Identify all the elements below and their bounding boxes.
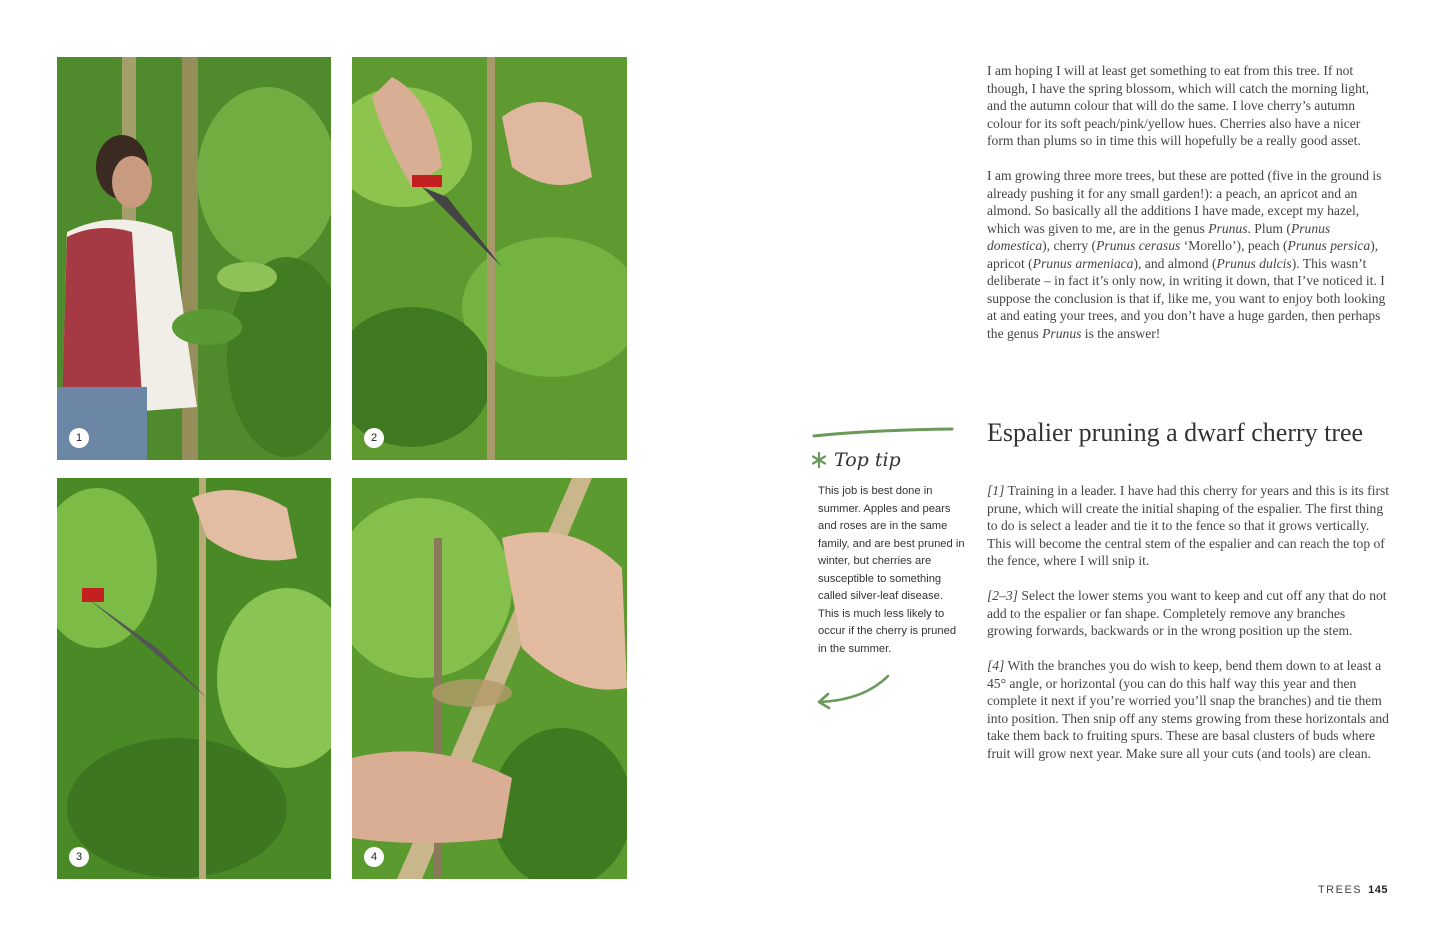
woman-pruning-photo [57,57,331,460]
tying-twine-photo [352,478,627,879]
page-footer [1318,884,1388,896]
step-1: [1] Training in a leader. I have had this cherry for years and this is its first prune, which will create the initial shaping of the espalier. The first thing to do is select a leader and tie it to the fence so that it grows vertically. This will become the central stem of the espalier and can reach the top of the fence, where I will snip it. [987,483,1390,568]
photo-1 [57,57,331,460]
intro-text [987,62,1387,360]
page-number: 145 [1368,884,1388,896]
photo-number: 4 [364,847,384,867]
photo-3 [57,478,331,879]
brush-line-icon [812,426,954,440]
secateurs-closeup-photo [57,478,331,879]
top-tip-text: This job is best done in summer. Apples and pears and roses are in the same family, and are best pruned in winter, but cherries are susceptible to something called silver-leaf disease. This is much less likely to occur if the cherry is pruned in the summer. [818,485,965,655]
photo-number: 1 [69,428,89,448]
photo-number: 2 [364,428,384,448]
photo-4 [352,478,627,879]
photo-2 [352,57,627,460]
secateurs-cutting-photo [352,57,627,460]
intro-paragraph-1: I am hoping I will at least get something to eat from this tree. If not though, I have the spring blossom, which will catch the morning light, and the autumn colour that will do the same. I love cherry’s autumn colour for its soft peach/pink/yellow hues. Cherries also have a nicer form than plums so in time this will hopefully be a really good asset. [987,63,1370,148]
intro-paragraph-2: I am growing three more trees, but these are potted (five in the ground is already pushing it for any small garden!): a peach, an apricot and an almond. So basically all the additions I have made, except my hazel, which was given to me, are in the genus Prunus. Plum (Prunus domestica), cherry (Prunus cerasus ‘Morello’), peach (Prunus persica), apricot (Prunus armeniaca), and almond (Prunus dulcis). This wasn’t deliberate – in fact it’s only now, in writing it down, that I’ve noticed it. I suppose the conclusion is that if, like me, you want to enjoy both looking at and eating your trees, and you don’t have a huge garden, then perhaps the genus Prunus is the answer! [987,168,1386,341]
curved-arrow-icon [814,672,894,712]
asterisk-icon [811,452,827,468]
top-tip-title: Top tip [834,449,901,471]
step-2-3: [2–3] Select the lower stems you want to keep and cut off any that do not add to the espalier or fan shape. Completely remove any branches growing forwards, backwards or in the wrong position up the stem. [987,588,1387,638]
section-name: TREES [1317,884,1363,896]
step-4: [4] With the branches you do wish to keep, bend them down to at least a 45° angle, or horizontal (you can do this half way this year and then complete it next if you’re worried you’ll snap the branches) and tie them into position. Then snip off any stems growing from these horizontals and take them back to fruiting spurs. These are basal clusters of buds where fruit will grow next year. Make sure all your cuts (and tools) are clean. [987,658,1389,761]
photo-number: 3 [69,847,89,867]
steps-text [987,482,1392,780]
section-heading: Espalier pruning a dwarf cherry tree [987,418,1364,447]
